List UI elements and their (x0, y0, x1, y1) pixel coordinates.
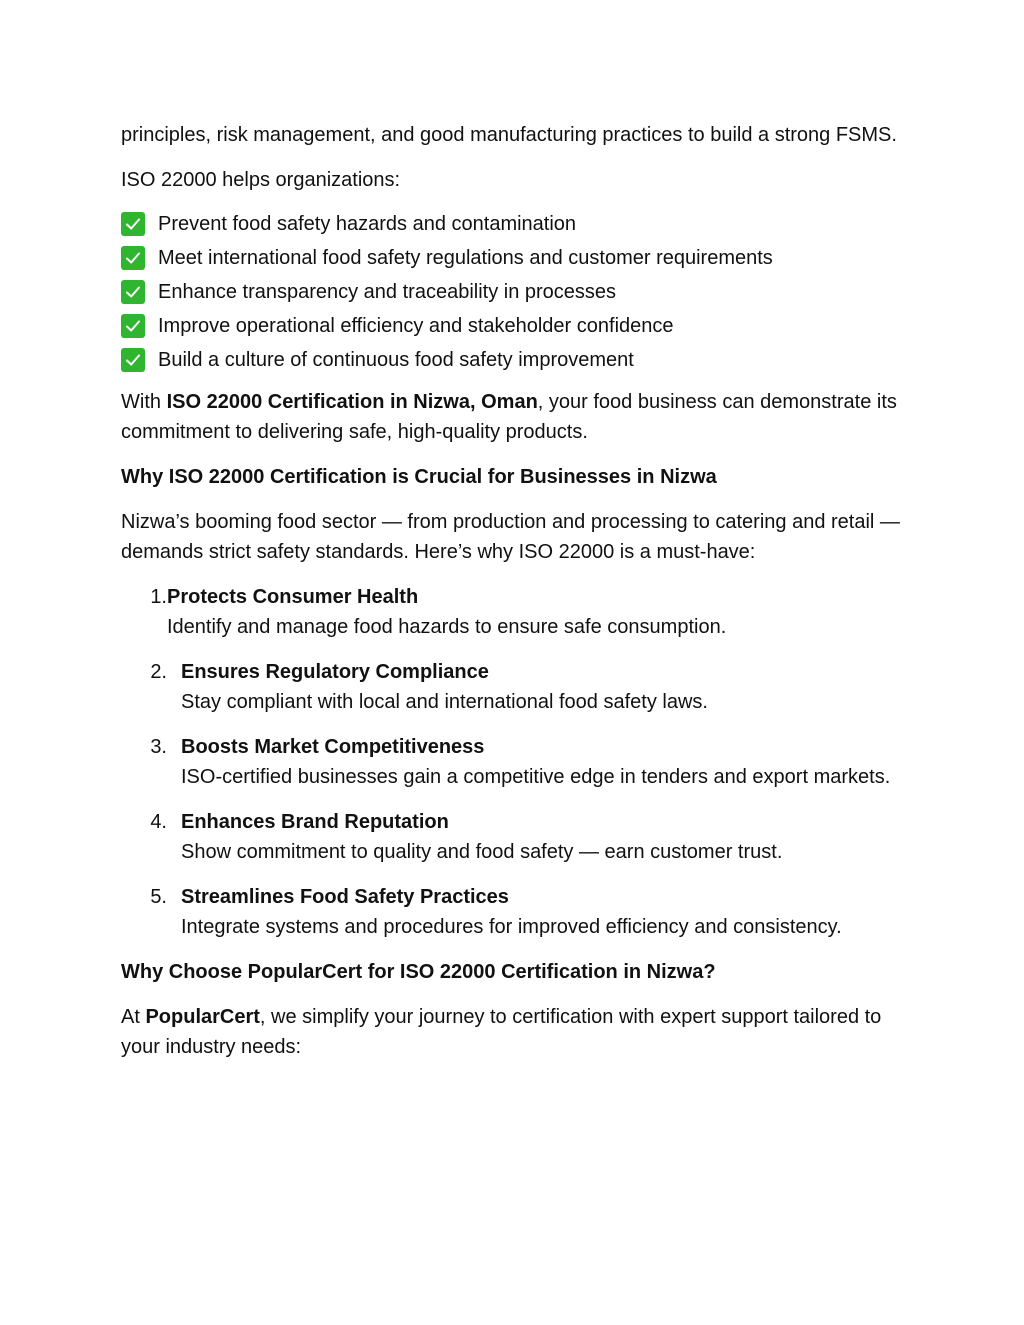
choose-heading: Why Choose PopularCert for ISO 22000 Certification in Nizwa? (121, 961, 716, 983)
choose-paragraph-pre: At (121, 1006, 146, 1028)
benefits-checklist (121, 207, 901, 377)
reason-number: 4. (150, 811, 167, 833)
reason-number: 5. (150, 886, 167, 908)
certification-paragraph-pre: With (121, 391, 167, 413)
checklist-item-label: Improve operational efficiency and stakeholder confidence (158, 315, 674, 337)
reason-item (121, 807, 901, 867)
certification-paragraph (121, 387, 901, 447)
intro-paragraph: principles, risk management, and good manufacturing practices to build a strong FSMS. (121, 124, 897, 146)
check-mark-button-icon (121, 314, 145, 338)
checklist-item (121, 275, 901, 309)
certification-paragraph-post: , your food business can demonstrate its commitment to delivering safe, high-quality products. (121, 391, 897, 443)
reason-number: 3. (150, 736, 167, 758)
document-page (121, 120, 901, 1077)
helps-lead: ISO 22000 helps organizations: (121, 169, 401, 191)
reason-item (121, 657, 901, 717)
checklist-item (121, 309, 901, 343)
why-paragraph: Nizwa’s booming food sector — from production and processing to catering and retail — demands strict safety standards. Here’s why ISO 22000 is a must-have: (121, 511, 900, 563)
checklist-item-label: Enhance transparency and traceability in processes (158, 281, 617, 303)
choose-paragraph-post: , we simplify your journey to certification with expert support tailored to your industry needs: (121, 1006, 882, 1058)
reason-title: Enhances Brand Reputation (181, 811, 449, 833)
reason-title: Protects Consumer Health (167, 586, 419, 608)
reason-description: Integrate systems and procedures for improved efficiency and consistency. (181, 916, 842, 938)
checklist-item-label: Build a culture of continuous food safety improvement (158, 349, 634, 371)
why-heading: Why ISO 22000 Certification is Crucial for Businesses in Nizwa (121, 466, 717, 488)
checklist-item (121, 207, 901, 241)
check-mark-button-icon (121, 280, 145, 304)
check-mark-button-icon (121, 212, 145, 236)
checklist-item-label: Meet international food safety regulations and customer requirements (158, 247, 773, 269)
reason-description: Show commitment to quality and food safety — earn customer trust. (181, 841, 783, 863)
reason-number: 1. (150, 586, 167, 608)
reason-number: 2. (150, 661, 167, 683)
reason-description: Stay compliant with local and international food safety laws. (181, 691, 708, 713)
choose-paragraph (121, 1002, 901, 1062)
reasons-list (121, 582, 901, 942)
reason-item (121, 582, 901, 642)
reason-title: Streamlines Food Safety Practices (181, 886, 509, 908)
reason-title: Ensures Regulatory Compliance (181, 661, 489, 683)
checklist-item-label: Prevent food safety hazards and contamination (158, 213, 577, 235)
certification-paragraph-bold: ISO 22000 Certification in Nizwa, Oman (166, 391, 538, 413)
check-mark-button-icon (121, 246, 145, 270)
reason-item (121, 882, 901, 942)
reason-title: Boosts Market Competitiveness (181, 736, 485, 758)
reason-description: Identify and manage food hazards to ensure safe consumption. (167, 616, 727, 638)
reason-description: ISO-certified businesses gain a competitive edge in tenders and export markets. (181, 766, 891, 788)
checklist-item (121, 241, 901, 275)
reason-item (121, 732, 901, 792)
choose-paragraph-bold: PopularCert (145, 1006, 260, 1028)
checklist-item (121, 343, 901, 377)
check-mark-button-icon (121, 348, 145, 372)
